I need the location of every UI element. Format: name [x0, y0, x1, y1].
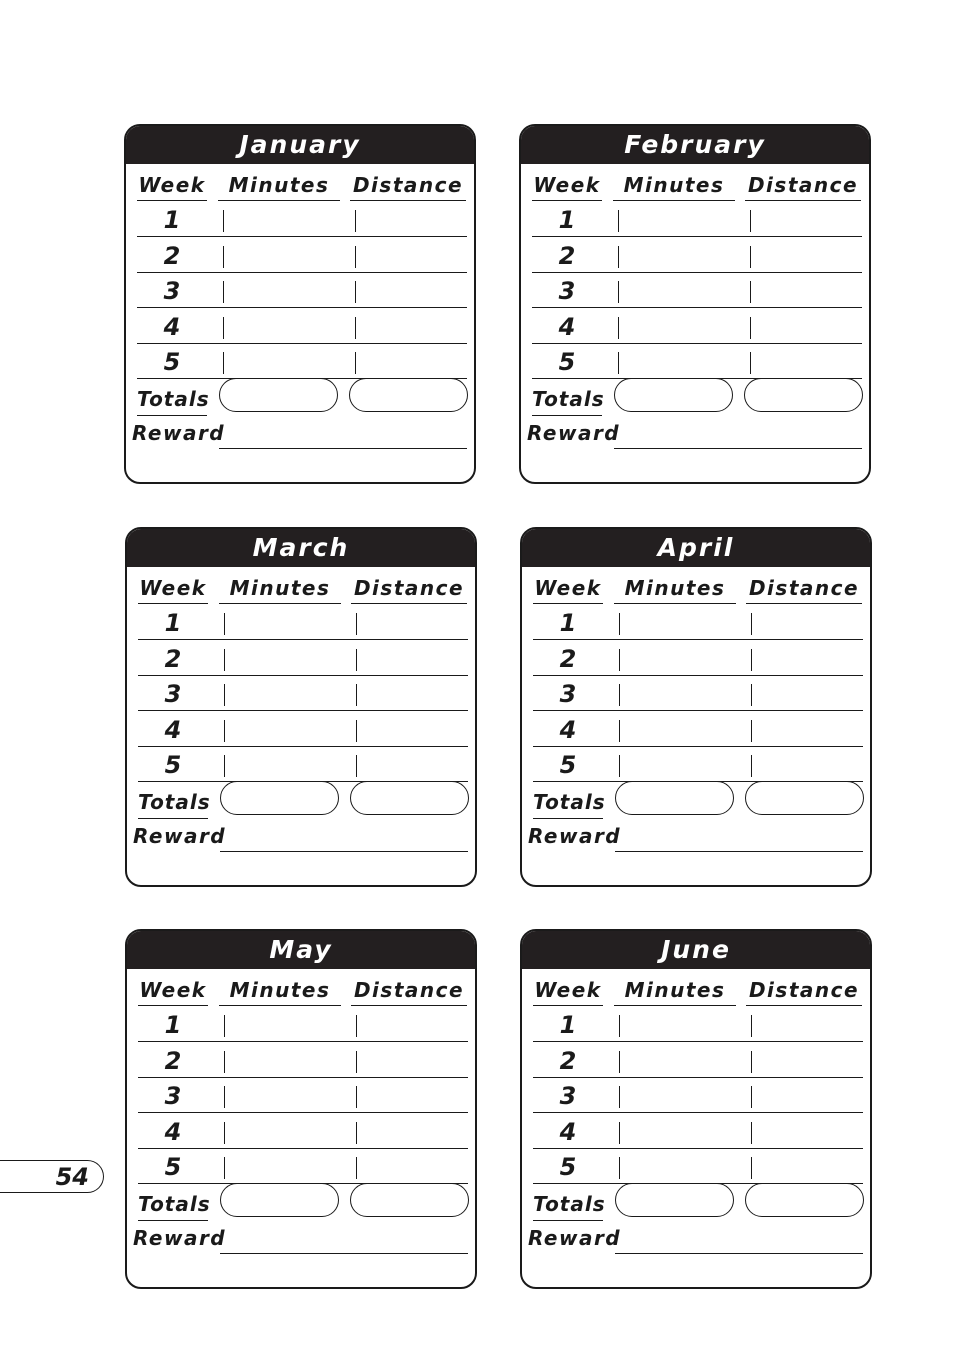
week-number: 5: [138, 1149, 208, 1184]
week-row: [138, 605, 468, 640]
week-row: [533, 712, 863, 747]
week-number: 5: [137, 344, 207, 379]
week-number: 2: [137, 238, 207, 273]
week-entry-line[interactable]: [208, 676, 468, 711]
week-row: [137, 202, 467, 237]
minutes-total-field[interactable]: [615, 781, 734, 815]
week-entry-line[interactable]: [208, 641, 468, 676]
week-number: 1: [138, 1007, 208, 1042]
week-entry-line[interactable]: [603, 1007, 863, 1042]
distance-column-header: Distance: [746, 975, 862, 1006]
distance-column-header: Distance: [350, 170, 466, 201]
week-number: 4: [137, 309, 207, 344]
week-column-header: Week: [532, 170, 602, 201]
reward-label: Reward: [132, 421, 226, 445]
month-title: May: [127, 931, 475, 969]
week-number: 3: [137, 273, 207, 308]
reward-label: Reward: [528, 1226, 622, 1250]
week-row: [138, 747, 468, 782]
reward-entry-line[interactable]: [615, 851, 863, 852]
week-entry-line[interactable]: [207, 309, 467, 344]
minutes-total-field[interactable]: [219, 378, 338, 412]
page-number: 54: [0, 1160, 104, 1193]
reward-entry-line[interactable]: [614, 448, 862, 449]
minutes-divider: [619, 1157, 620, 1179]
distance-divider: [356, 684, 357, 706]
distance-divider: [750, 352, 751, 374]
week-row: [137, 344, 467, 379]
week-column-header: Week: [533, 573, 603, 604]
week-entry-line[interactable]: [208, 1149, 468, 1184]
distance-divider: [356, 1157, 357, 1179]
week-number: 4: [138, 712, 208, 747]
minutes-divider: [224, 684, 225, 706]
week-row: [533, 641, 863, 676]
distance-divider: [355, 352, 356, 374]
distance-divider: [355, 317, 356, 339]
week-entry-line[interactable]: [602, 202, 862, 237]
distance-divider: [355, 281, 356, 303]
minutes-divider: [618, 281, 619, 303]
week-number: 2: [533, 1043, 603, 1078]
minutes-column-header: Minutes: [219, 975, 341, 1006]
distance-total-field[interactable]: [745, 781, 864, 815]
week-number: 3: [533, 676, 603, 711]
distance-divider: [751, 755, 752, 777]
minutes-total-field[interactable]: [614, 378, 733, 412]
minutes-divider: [619, 1086, 620, 1108]
week-number: 3: [532, 273, 602, 308]
minutes-divider: [224, 1122, 225, 1144]
month-card: [124, 124, 476, 484]
week-row: [532, 273, 862, 308]
totals-label: Totals: [533, 783, 603, 819]
minutes-column-header: Minutes: [614, 573, 736, 604]
week-row: [138, 1007, 468, 1042]
month-title: February: [521, 126, 869, 164]
week-entry-line[interactable]: [207, 273, 467, 308]
week-row: [533, 1149, 863, 1184]
distance-divider: [751, 1122, 752, 1144]
minutes-divider: [224, 755, 225, 777]
week-number: 5: [533, 747, 603, 782]
week-row: [533, 1114, 863, 1149]
week-row: [138, 712, 468, 747]
distance-total-field[interactable]: [744, 378, 863, 412]
distance-divider: [356, 649, 357, 671]
week-column-header: Week: [138, 975, 208, 1006]
minutes-divider: [618, 210, 619, 232]
month-card: [519, 124, 871, 484]
month-card: [125, 527, 477, 887]
week-row: [533, 1043, 863, 1078]
distance-divider: [751, 613, 752, 635]
week-row: [137, 273, 467, 308]
week-row: [532, 309, 862, 344]
month-card: [520, 527, 872, 887]
minutes-divider: [223, 246, 224, 268]
minutes-divider: [224, 649, 225, 671]
week-number: 5: [533, 1149, 603, 1184]
distance-total-field[interactable]: [349, 378, 468, 412]
distance-divider: [751, 649, 752, 671]
distance-total-field[interactable]: [350, 1183, 469, 1217]
week-row: [138, 676, 468, 711]
minutes-divider: [224, 720, 225, 742]
minutes-divider: [619, 720, 620, 742]
distance-divider: [356, 1122, 357, 1144]
week-entry-line[interactable]: [603, 1078, 863, 1113]
minutes-total-field[interactable]: [220, 1183, 339, 1217]
week-row: [532, 238, 862, 273]
distance-divider: [750, 210, 751, 232]
minutes-divider: [618, 352, 619, 374]
week-number: 2: [138, 641, 208, 676]
distance-divider: [751, 720, 752, 742]
minutes-divider: [224, 1051, 225, 1073]
week-row: [533, 676, 863, 711]
month-title: March: [127, 529, 475, 567]
minutes-total-field[interactable]: [220, 781, 339, 815]
week-entry-line[interactable]: [602, 273, 862, 308]
week-number: 5: [532, 344, 602, 379]
distance-total-field[interactable]: [350, 781, 469, 815]
week-row: [138, 641, 468, 676]
reward-entry-line[interactable]: [219, 448, 467, 449]
week-entry-line[interactable]: [603, 1149, 863, 1184]
month-card: [520, 929, 872, 1289]
distance-divider: [356, 613, 357, 635]
minutes-column-header: Minutes: [219, 573, 341, 604]
distance-divider: [356, 755, 357, 777]
week-entry-line[interactable]: [207, 202, 467, 237]
week-entry-line[interactable]: [603, 712, 863, 747]
week-entry-line[interactable]: [603, 1114, 863, 1149]
minutes-column-header: Minutes: [614, 975, 736, 1006]
distance-divider: [356, 1086, 357, 1108]
distance-column-header: Distance: [351, 573, 467, 604]
totals-label: Totals: [532, 380, 602, 416]
totals-label: Totals: [138, 1185, 208, 1221]
week-row: [138, 1114, 468, 1149]
distance-divider: [355, 246, 356, 268]
minutes-divider: [223, 352, 224, 374]
week-number: 2: [533, 641, 603, 676]
week-entry-line[interactable]: [208, 1043, 468, 1078]
distance-divider: [355, 210, 356, 232]
month-title: June: [522, 931, 870, 969]
distance-column-header: Distance: [746, 573, 862, 604]
week-entry-line[interactable]: [208, 1078, 468, 1113]
week-row: [137, 238, 467, 273]
reward-label: Reward: [527, 421, 621, 445]
week-entry-line[interactable]: [603, 641, 863, 676]
minutes-divider: [619, 1051, 620, 1073]
minutes-divider: [223, 317, 224, 339]
minutes-divider: [224, 1086, 225, 1108]
week-number: 1: [137, 202, 207, 237]
distance-divider: [751, 1157, 752, 1179]
week-number: 4: [532, 309, 602, 344]
minutes-divider: [619, 755, 620, 777]
minutes-divider: [619, 649, 620, 671]
week-row: [532, 344, 862, 379]
week-entry-line[interactable]: [602, 309, 862, 344]
minutes-divider: [224, 1157, 225, 1179]
week-row: [533, 1078, 863, 1113]
month-title: January: [126, 126, 474, 164]
distance-divider: [750, 317, 751, 339]
week-entry-line[interactable]: [602, 344, 862, 379]
week-number: 3: [138, 676, 208, 711]
minutes-divider: [618, 246, 619, 268]
week-number: 3: [533, 1078, 603, 1113]
week-column-header: Week: [533, 975, 603, 1006]
minutes-divider: [619, 613, 620, 635]
reward-entry-line[interactable]: [220, 851, 468, 852]
week-entry-line[interactable]: [207, 238, 467, 273]
week-entry-line[interactable]: [208, 1114, 468, 1149]
week-entry-line[interactable]: [208, 712, 468, 747]
week-column-header: Week: [137, 170, 207, 201]
reward-entry-line[interactable]: [615, 1253, 863, 1254]
minutes-divider: [223, 281, 224, 303]
week-row: [533, 605, 863, 640]
minutes-divider: [224, 1015, 225, 1037]
week-number: 3: [138, 1078, 208, 1113]
distance-divider: [750, 246, 751, 268]
totals-label: Totals: [138, 783, 208, 819]
week-number: 1: [532, 202, 602, 237]
minutes-divider: [619, 1122, 620, 1144]
totals-label: Totals: [137, 380, 207, 416]
distance-column-header: Distance: [351, 975, 467, 1006]
week-entry-line[interactable]: [208, 747, 468, 782]
week-row: [137, 309, 467, 344]
week-row: [138, 1149, 468, 1184]
week-entry-line[interactable]: [208, 1007, 468, 1042]
minutes-column-header: Minutes: [613, 170, 735, 201]
distance-divider: [356, 720, 357, 742]
week-number: 4: [138, 1114, 208, 1149]
week-entry-line[interactable]: [603, 605, 863, 640]
week-entry-line[interactable]: [603, 1043, 863, 1078]
week-entry-line[interactable]: [602, 238, 862, 273]
week-number: 4: [533, 712, 603, 747]
week-row: [533, 747, 863, 782]
minutes-divider: [619, 684, 620, 706]
distance-divider: [751, 1051, 752, 1073]
week-row: [533, 1007, 863, 1042]
distance-divider: [356, 1051, 357, 1073]
distance-divider: [356, 1015, 357, 1037]
week-entry-line[interactable]: [603, 747, 863, 782]
week-row: [138, 1043, 468, 1078]
month-card: [125, 929, 477, 1289]
reward-label: Reward: [528, 824, 622, 848]
distance-column-header: Distance: [745, 170, 861, 201]
week-number: 1: [138, 605, 208, 640]
minutes-divider: [224, 613, 225, 635]
week-number: 5: [138, 747, 208, 782]
minutes-divider: [619, 1015, 620, 1037]
reward-label: Reward: [133, 1226, 227, 1250]
week-row: [532, 202, 862, 237]
distance-divider: [751, 1086, 752, 1108]
week-entry-line[interactable]: [603, 676, 863, 711]
distance-divider: [751, 1015, 752, 1037]
distance-total-field[interactable]: [745, 1183, 864, 1217]
week-number: 4: [533, 1114, 603, 1149]
week-number: 1: [533, 605, 603, 640]
distance-divider: [750, 281, 751, 303]
minutes-total-field[interactable]: [615, 1183, 734, 1217]
totals-label: Totals: [533, 1185, 603, 1221]
minutes-divider: [223, 210, 224, 232]
reward-label: Reward: [133, 824, 227, 848]
minutes-divider: [618, 317, 619, 339]
week-number: 1: [533, 1007, 603, 1042]
week-number: 2: [138, 1043, 208, 1078]
week-column-header: Week: [138, 573, 208, 604]
month-title: April: [522, 529, 870, 567]
week-row: [138, 1078, 468, 1113]
distance-divider: [751, 684, 752, 706]
week-number: 2: [532, 238, 602, 273]
reward-entry-line[interactable]: [220, 1253, 468, 1254]
week-entry-line[interactable]: [207, 344, 467, 379]
week-entry-line[interactable]: [208, 605, 468, 640]
minutes-column-header: Minutes: [218, 170, 340, 201]
